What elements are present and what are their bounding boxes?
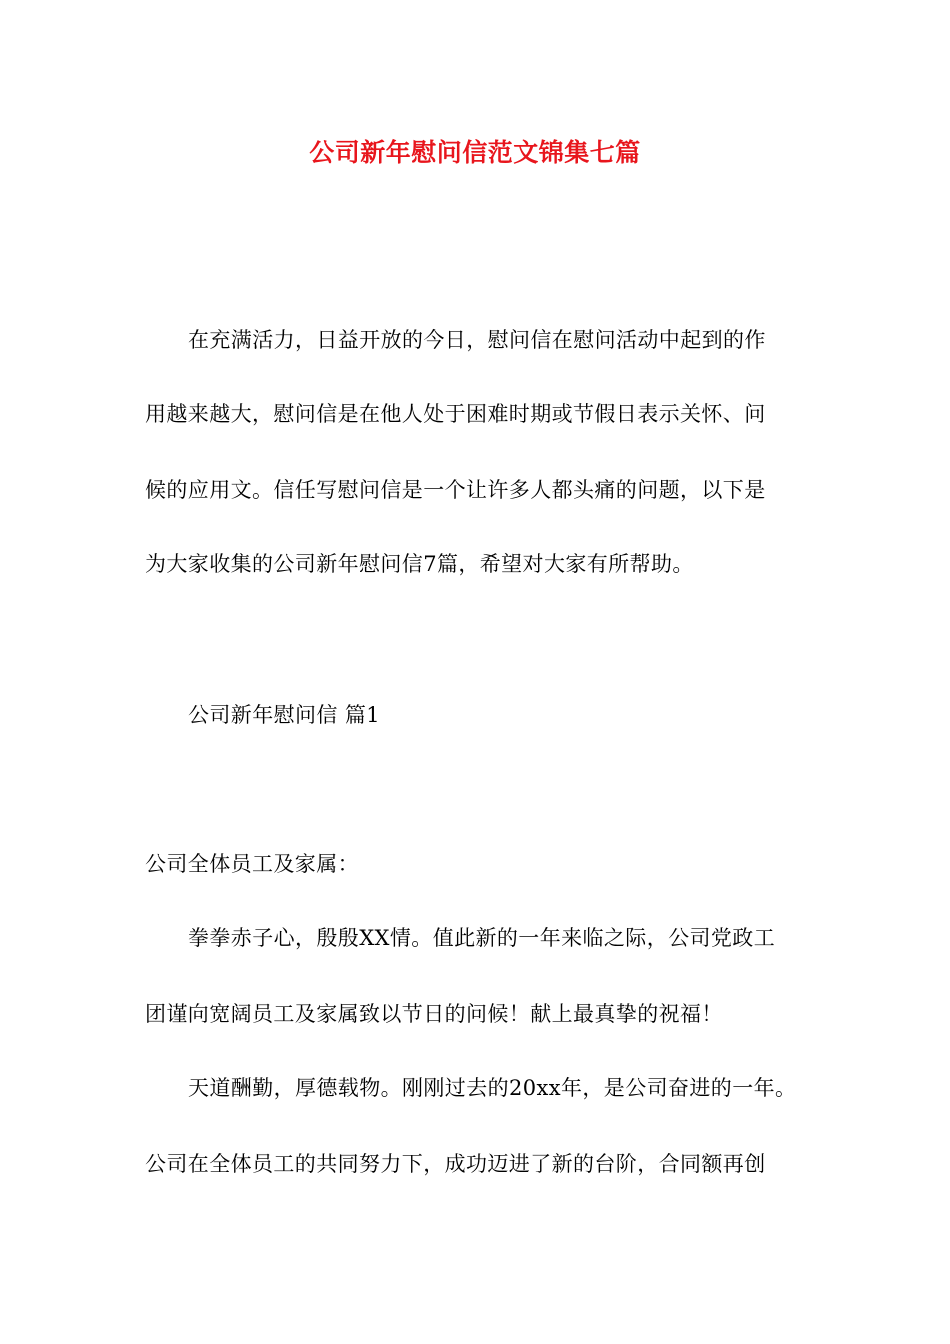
body-line-1: 拳拳赤子心，殷殷XX情。值此新的一年来临之际，公司党政工: [188, 926, 776, 950]
body-line-4: 公司在全体员工的共同努力下，成功迈进了新的台阶，合同额再创: [145, 1152, 766, 1176]
intro-line-3: 候的应用文。信任写慰问信是一个让许多人都头痛的问题，以下是: [145, 478, 766, 502]
salutation: 公司全体员工及家属：: [145, 852, 359, 876]
document-title: 公司新年慰问信范文锦集七篇: [309, 138, 641, 167]
intro-line-2: 用越来越大，慰问信是在他人处于困难时期或节假日表示关怀、问: [145, 402, 766, 426]
body-line-3: 天道酬勤，厚德载物。刚刚过去的20xx年，是公司奋进的一年。: [188, 1076, 797, 1100]
intro-line-4: 为大家收集的公司新年慰问信7篇，希望对大家有所帮助。: [145, 552, 694, 576]
body-line-2: 团谨向宽阔员工及家属致以节日的问候！献上最真挚的祝福！: [145, 1002, 723, 1026]
section-heading: 公司新年慰问信 篇1: [188, 703, 381, 727]
intro-line-1: 在充满活力，日益开放的今日，慰问信在慰问活动中起到的作: [188, 328, 766, 352]
